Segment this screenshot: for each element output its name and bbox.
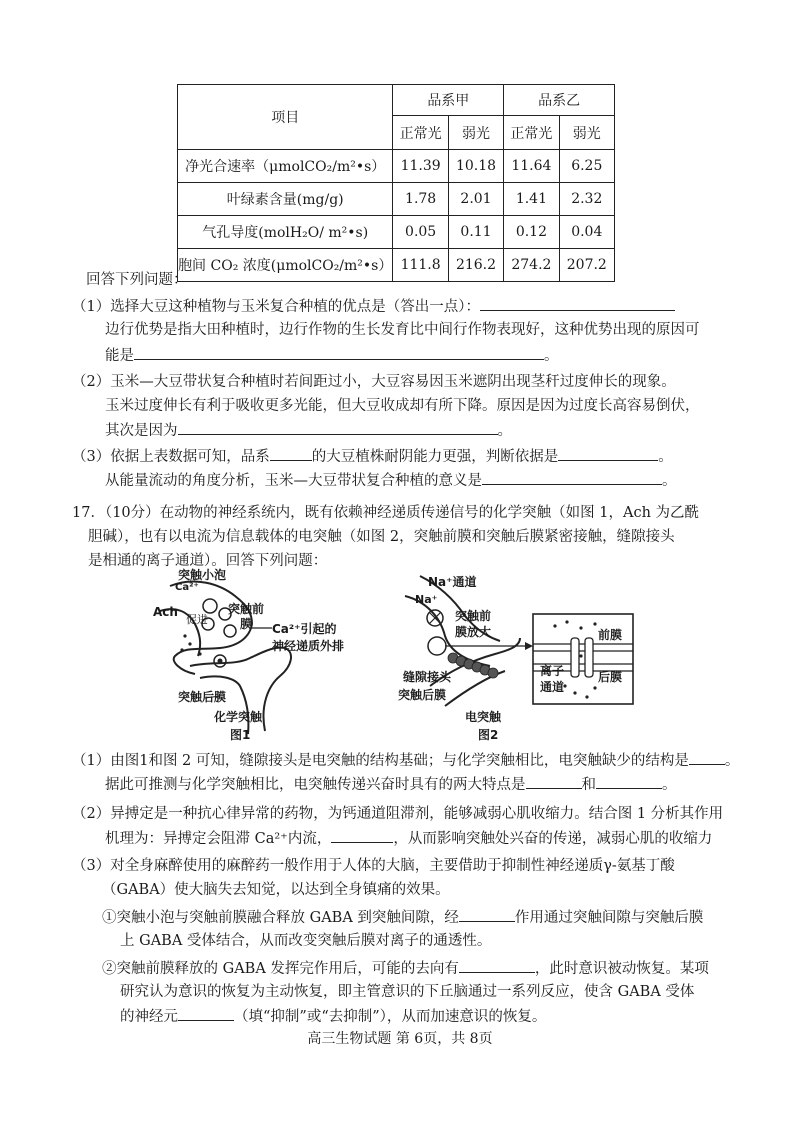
table-subheader-weak: 弱光 bbox=[559, 116, 614, 150]
fig2-post-label: 后膜 bbox=[598, 670, 623, 684]
table-cell: 6.25 bbox=[559, 150, 614, 183]
q17-part3-line5 bbox=[102, 958, 709, 979]
fig2-ion-label-2: 通道 bbox=[540, 680, 565, 694]
q16-part2-line1: （2）玉米—大豆带状复合种植时若间距过小，大豆容易因玉米遮阴出现茎秆过度伸长的现象。 bbox=[72, 374, 676, 390]
table-cell: 216.2 bbox=[448, 249, 503, 282]
fig1-ca-label: Ca²⁺ bbox=[175, 582, 199, 593]
table-subheader-normal: 正常光 bbox=[393, 116, 448, 150]
q16-part1-line2: 边行优势是指大田种植时，边行作物的生长发育比中间行作物表现好，这种优势出现的原因可 bbox=[105, 322, 700, 338]
period: 。 bbox=[544, 348, 559, 364]
table-subheader-weak: 弱光 bbox=[448, 116, 503, 150]
fig2-na-label: Na⁺ bbox=[415, 593, 438, 606]
table-cell: 0.05 bbox=[393, 216, 448, 249]
q17-part3-text: ②突触前膜释放的 GABA 发挥完作用后，可能的去向有 bbox=[102, 961, 459, 977]
period: 。 bbox=[497, 423, 512, 439]
table-cell: 11.64 bbox=[504, 150, 559, 183]
fig1-caption: 图1 bbox=[230, 728, 251, 742]
row-label: 叶绿素含量(mg/g) bbox=[178, 183, 393, 216]
q17-part3-line7 bbox=[120, 1006, 546, 1027]
q17-part1-text: 和 bbox=[581, 777, 596, 793]
table-cell: 0.11 bbox=[448, 216, 503, 249]
q17-part2-line1: （2）异搏定是一种抗心律异常的药物，为钙通道阻滞剂，能够减弱心肌收缩力。结合图 1 分析其作用 bbox=[72, 806, 724, 822]
fig2-post-membrane-label: 突触后膜 bbox=[398, 688, 447, 702]
q17-part1-line2 bbox=[105, 774, 677, 795]
fig1-release-label-2: 神经递质外排 bbox=[272, 639, 345, 653]
period: 。 bbox=[662, 777, 677, 793]
answer-blank[interactable] bbox=[482, 470, 662, 485]
answer-blank[interactable] bbox=[526, 774, 582, 789]
table-row bbox=[178, 150, 615, 183]
period: 。 bbox=[724, 753, 740, 769]
answer-blank[interactable] bbox=[331, 828, 393, 843]
q16-part2-text: 其次是因为 bbox=[105, 423, 178, 439]
table-row bbox=[178, 183, 615, 216]
q17-part3-line2: （GABA）使大脑失去知觉，以达到全身镇痛的效果。 bbox=[102, 882, 450, 898]
answer-blank[interactable] bbox=[459, 958, 535, 973]
fig1-vesicle-label: 突触小泡 bbox=[178, 568, 227, 582]
q16-part1-line3 bbox=[105, 345, 559, 366]
table-header-item: 项目 bbox=[178, 85, 393, 150]
q17-part3-text: ①突触小泡与突触前膜融合释放 GABA 到突触间隙，经 bbox=[102, 910, 459, 926]
q17-part3-line4: 上 GABA 受体结合，从而改变突触后膜对离子的通透性。 bbox=[120, 933, 492, 949]
q17-part3-text: 作用通过突触间隙与突触后膜 bbox=[514, 910, 704, 926]
q16-part3-line1 bbox=[72, 446, 673, 467]
q17-stem-line3: 是相通的离子通道）。回答下列问题： bbox=[88, 553, 328, 569]
table-cell: 0.12 bbox=[504, 216, 559, 249]
table-cell: 207.2 bbox=[559, 249, 614, 282]
fig2-type-label: 电突触 bbox=[465, 710, 502, 724]
fig1-post-membrane-label: 突触后膜 bbox=[178, 690, 227, 704]
q17-part3-text: （填“抑制”或“去抑制”），从而加速意识的恢复。 bbox=[234, 1009, 547, 1025]
q17-part2-text: ，从而影响突触处兴奋的传递，减弱心肌的收缩力 bbox=[393, 831, 713, 847]
fig2-amplify-label-1: 突触前 bbox=[455, 609, 492, 623]
fig1-pre-membrane-label-1: 突触前 bbox=[228, 602, 265, 616]
table-row bbox=[178, 249, 615, 282]
q17-part1-text: （1）由图1和图 2 可知，缝隙接头是电突触的结构基础；与化学突触相比，电突触缺少的结构是 bbox=[72, 753, 689, 769]
answer-blank[interactable] bbox=[480, 296, 675, 311]
photosynthesis-table bbox=[177, 84, 615, 282]
answer-blank[interactable] bbox=[459, 907, 515, 922]
q16-part3-line2 bbox=[105, 470, 677, 491]
period: 。 bbox=[662, 473, 677, 489]
fig2-na-channel-label: Na⁺通道 bbox=[428, 575, 477, 589]
answer-blank[interactable] bbox=[178, 1006, 234, 1021]
table-cell: 10.18 bbox=[448, 150, 503, 183]
q16-part3-text: 的大豆植株耐阴能力更强，判断依据是 bbox=[311, 449, 559, 465]
q17-part1-text: 据此可推测与化学突触相比，电突触传递兴奋时具有的两大特点是 bbox=[105, 777, 526, 793]
q16-part1-text: （1）选择大豆这种植物与玉米复合种植的优点是（答出一点）： bbox=[72, 299, 480, 315]
q16-intro: 回答下列问题： bbox=[86, 272, 188, 288]
q16-part3-text: （3）依据上表数据可知，品系 bbox=[72, 449, 270, 465]
q16-part2-line3 bbox=[105, 420, 512, 441]
table-cell: 111.8 bbox=[393, 249, 448, 282]
answer-blank[interactable] bbox=[596, 774, 662, 789]
table-cell: 2.01 bbox=[448, 183, 503, 216]
q17-part3-line1: （3）对全身麻醉使用的麻醉药一般作用于人体的大脑，主要借助于抑制性神经递质γ-氨基丁酸 bbox=[72, 858, 675, 874]
table-cell: 2.32 bbox=[559, 183, 614, 216]
table-header-strain-a: 品系甲 bbox=[393, 85, 504, 116]
fig1-pre-membrane-label-2: 膜 bbox=[240, 617, 253, 631]
fig2-gap-junction-label: 缝隙接头 bbox=[403, 670, 452, 684]
q17-part3-text: ，此时意识被动恢复。某项 bbox=[534, 961, 709, 977]
row-label: 净光合速率（μmolCO₂/m²•s） bbox=[178, 150, 393, 183]
q16-part1-line1 bbox=[72, 296, 675, 317]
table-cell: 1.41 bbox=[504, 183, 559, 216]
q17-stem-line1: 17．（10分）在动物的神经系统内，既有依赖神经递质传递信号的化学突触（如图 1，Ach 为乙酰 bbox=[72, 505, 700, 521]
row-label: 胞间 CO₂ 浓度(μmolCO₂/m²•s） bbox=[178, 249, 393, 282]
q17-part1-line1 bbox=[72, 750, 739, 771]
answer-blank[interactable] bbox=[134, 345, 544, 360]
answer-blank[interactable] bbox=[270, 446, 312, 461]
table-cell: 0.04 bbox=[559, 216, 614, 249]
table-cell: 11.39 bbox=[393, 150, 448, 183]
fig2-caption: 图2 bbox=[478, 728, 499, 742]
page-footer: 高三生物试题 第 6页，共 8页 bbox=[307, 1031, 493, 1047]
period: 。 bbox=[658, 449, 673, 465]
row-label: 气孔导度(molH₂O/ m²•s) bbox=[178, 216, 393, 249]
q16-part1-text: 能是 bbox=[105, 348, 134, 364]
answer-blank[interactable] bbox=[558, 446, 658, 461]
fig2-pre-label: 前膜 bbox=[598, 628, 623, 642]
q17-part2-text: 机理为：异搏定会阻滞 Ca²⁺内流， bbox=[105, 831, 332, 847]
q17-part3-line6: 研究认为意识的恢复为主动恢复，即主管意识的下丘脑通过一系列反应，使含 GABA 受体 bbox=[120, 984, 695, 1000]
fig2-ion-label-1: 离子 bbox=[540, 664, 565, 678]
q17-stem-line2: 胆碱），也有以电流为信息载体的电突触（如图 2，突触前膜和突触后膜紧密接触，缝隙接头 bbox=[88, 529, 675, 545]
table-cell: 274.2 bbox=[504, 249, 559, 282]
fig1-promote-label: 促进 bbox=[186, 613, 208, 626]
q17-part3-text: 的神经元 bbox=[120, 1009, 178, 1025]
table-header-strain-b: 品系乙 bbox=[504, 85, 615, 116]
table-subheader-normal: 正常光 bbox=[504, 116, 559, 150]
fig1-type-label: 化学突触 bbox=[214, 710, 263, 724]
table-cell: 1.78 bbox=[393, 183, 448, 216]
q16-part3-text: 从能量流动的角度分析，玉米—大豆带状复合种植的意义是 bbox=[105, 473, 482, 489]
table-row bbox=[178, 216, 615, 249]
q17-part3-line3 bbox=[102, 907, 703, 928]
q17-part2-line2 bbox=[105, 828, 712, 849]
fig2-amplify-label-2: 膜放大 bbox=[455, 625, 492, 639]
q16-part2-line2: 玉米过度伸长有利于吸收更多光能，但大豆收成却有所下降。原因是因为过度长高容易倒伏， bbox=[105, 398, 700, 414]
answer-blank[interactable] bbox=[689, 750, 725, 765]
fig1-release-label-1: Ca²⁺引起的 bbox=[272, 622, 337, 636]
fig1-ach-label: Ach bbox=[153, 605, 178, 619]
answer-blank[interactable] bbox=[178, 420, 498, 435]
